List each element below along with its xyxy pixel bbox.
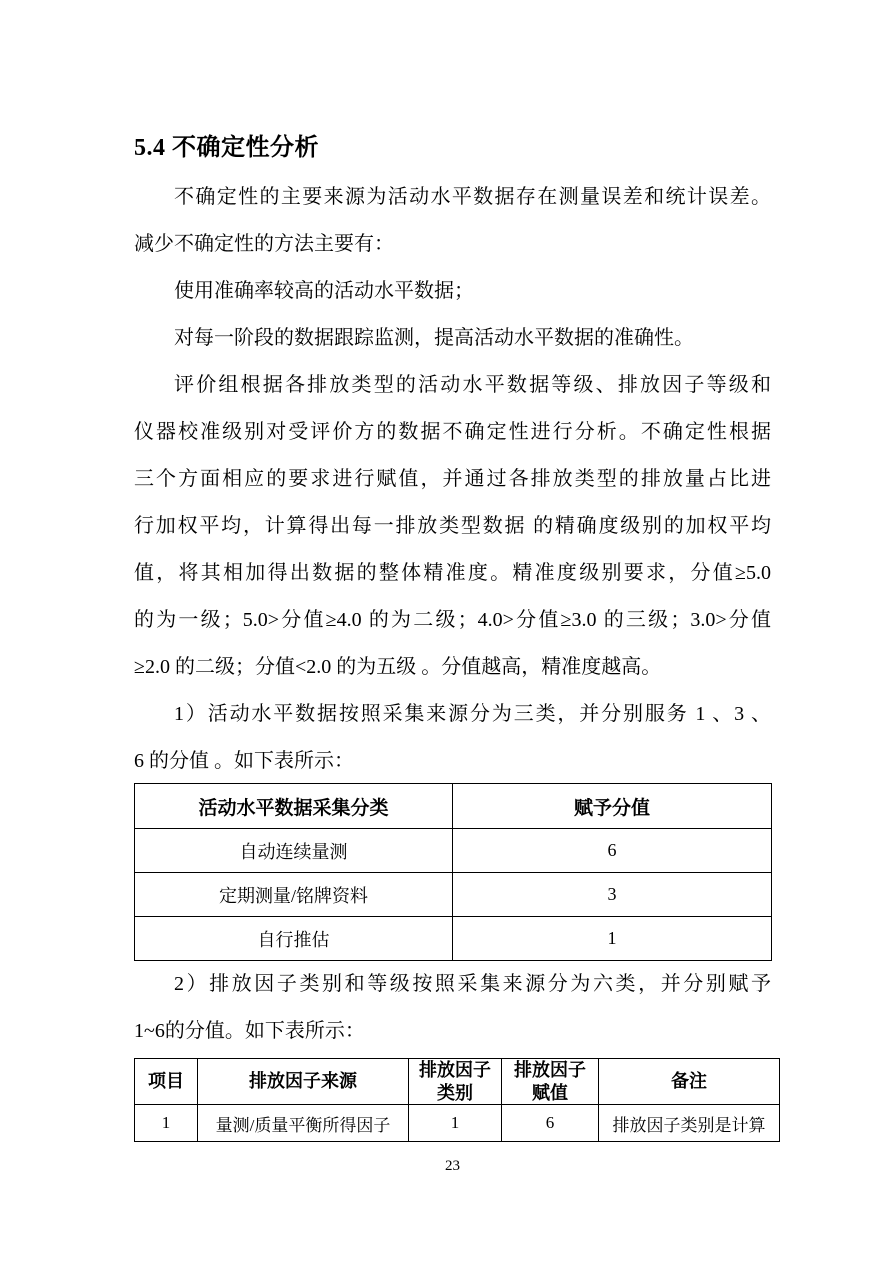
emission-factor-score-table — [134, 1058, 779, 1142]
body-line: 评价组根据各排放类型的活动水平数据等级、排放因子等级和 — [174, 374, 771, 396]
table-row — [135, 873, 772, 917]
body-line: 对每一阶段的数据跟踪监测，提高活动水平数据的准确性。 — [174, 327, 694, 349]
table — [134, 1058, 780, 1142]
body-line: 行加权平均，计算得出每一排放类型数据 的精确度级别的加权平均 — [134, 515, 771, 537]
body-line: 6 的分值 。如下表所示： — [134, 750, 354, 772]
table-cell: 3 — [453, 873, 772, 917]
body-line: 三个方面相应的要求进行赋值，并通过各排放类型的排放量占比进 — [134, 468, 771, 490]
table-cell: 自行推估 — [135, 917, 453, 961]
table-header-cell: 排放因子类别 — [409, 1059, 502, 1105]
table-cell: 1 — [409, 1105, 502, 1142]
table-cell: 排放因子类别是计算 — [599, 1105, 780, 1142]
table-header-cell: 活动水平数据采集分类 — [135, 784, 453, 829]
body-line: 的为一级；5.0>分值≥4.0 的为二级；4.0>分值≥3.0 的三级；3.0>分值 — [134, 609, 771, 631]
table-header-cell: 备注 — [599, 1059, 780, 1105]
table-header-cell: 排放因子来源 — [198, 1059, 409, 1105]
table-cell: 1 — [453, 917, 772, 961]
body-line: 仪器校准级别对受评价方的数据不确定性进行分析。不确定性根据 — [134, 421, 771, 443]
body-line: 值，将其相加得出数据的整体精准度。精准度级别要求，分值≥5.0 — [134, 562, 771, 584]
table — [134, 783, 772, 961]
table-header-row — [135, 1059, 780, 1105]
table-cell: 1 — [135, 1105, 198, 1142]
table-header-cell: 排放因子赋值 — [502, 1059, 599, 1105]
page-number: 23 — [445, 1158, 460, 1174]
table-cell: 定期测量/铭牌资料 — [135, 873, 453, 917]
table-cell: 量测/质量平衡所得因子 — [198, 1105, 409, 1142]
activity-data-score-table — [134, 783, 771, 961]
body-line: 1）活动水平数据按照采集来源分为三类，并分别服务 1 、3 、 — [174, 703, 771, 725]
table-cell: 自动连续量测 — [135, 829, 453, 873]
table-row — [135, 917, 772, 961]
body-line: 不确定性的主要来源为活动水平数据存在测量误差和统计误差。 — [174, 186, 771, 208]
table-cell: 6 — [502, 1105, 599, 1142]
section2-paragraph — [134, 961, 771, 1055]
section-heading: 5.4 不确定性分析 — [134, 135, 319, 161]
body-paragraphs — [134, 174, 771, 785]
body-line: 减少不确定性的方法主要有： — [134, 233, 394, 255]
body-line: ≥2.0 的二级；分值<2.0 的为五级 。分值越高，精准度越高。 — [134, 656, 662, 678]
table-header-row — [135, 784, 772, 829]
body-line: 1~6的分值。如下表所示： — [134, 1020, 365, 1042]
body-line: 使用准确率较高的活动水平数据； — [174, 280, 474, 302]
table-header-cell: 项目 — [135, 1059, 198, 1105]
body-line: 2）排放因子类别和等级按照采集来源分为六类，并分别赋予 — [174, 973, 771, 995]
table-header-cell: 赋予分值 — [453, 784, 772, 829]
table-row — [135, 1105, 780, 1142]
table-row — [135, 829, 772, 873]
table-cell: 6 — [453, 829, 772, 873]
